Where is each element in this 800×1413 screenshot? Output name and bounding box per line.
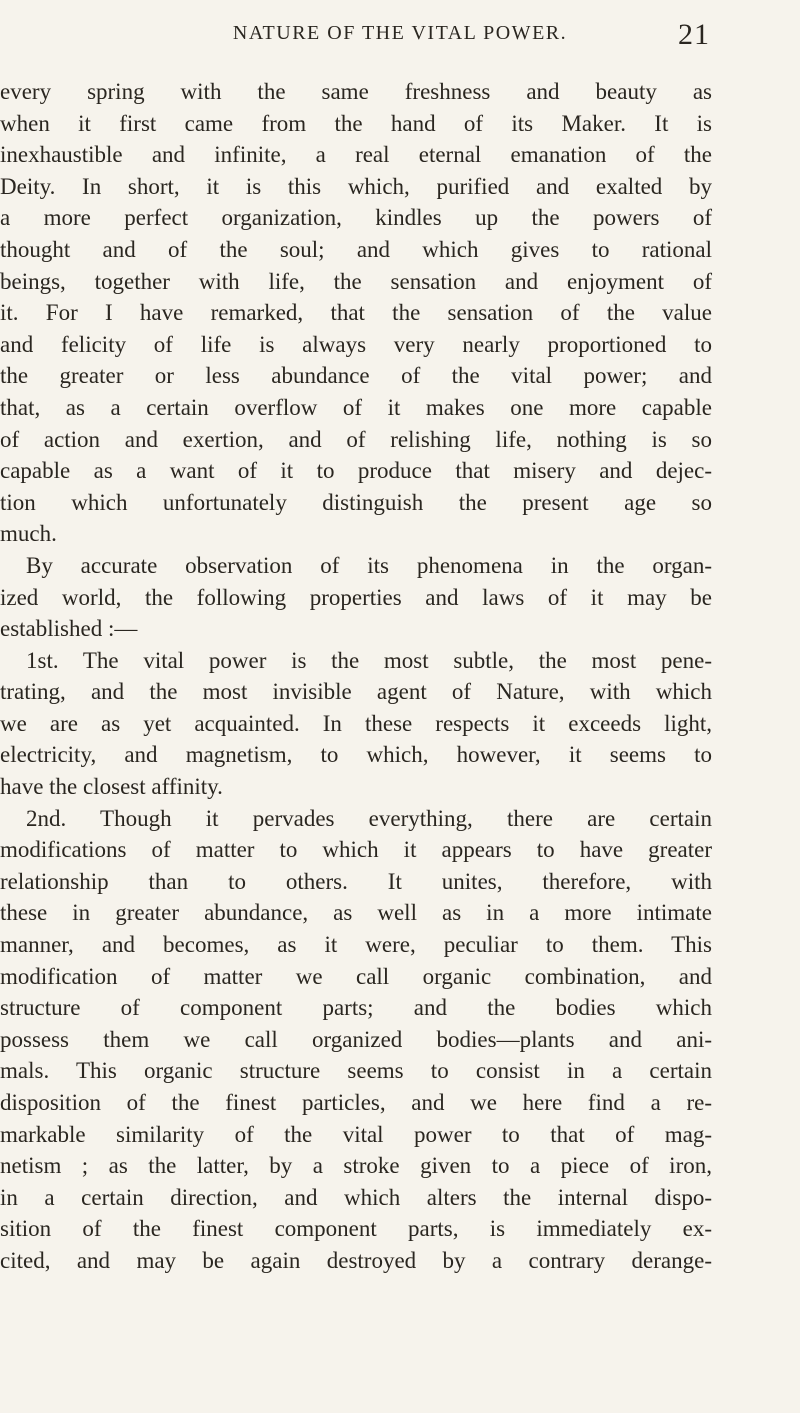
- text-line: we are as yet acquainted. In these respects it exceeds light,: [0, 710, 712, 736]
- text-line: tion which unfortunately distinguish the present age so: [0, 489, 712, 515]
- text-line: modifications of matter to which it appears to have greater: [0, 837, 712, 863]
- paragraph-1: [0, 76, 712, 550]
- text-line: markable similarity of the vital power to that of mag-: [0, 1121, 712, 1147]
- paragraph-3: [0, 645, 712, 803]
- text-line: a more perfect organization, kindles up the powers of: [0, 205, 712, 231]
- running-title: NATURE OF THE VITAL POWER.: [232, 22, 568, 44]
- text-line: Deity. In short, it is this which, purified and exalted by: [0, 173, 712, 199]
- text-line: when it first came from the hand of its Maker. It is: [0, 110, 712, 136]
- text-line: capable as a want of it to produce that misery and dejec-: [0, 458, 712, 484]
- text-line: structure of component parts; and the bodies which: [0, 995, 712, 1021]
- text-line: sition of the finest component parts, is immediately ex-: [0, 1216, 712, 1242]
- page-number: 21: [678, 18, 710, 51]
- body-text: [0, 76, 712, 1277]
- text-line: netism ; as the latter, by a stroke given to a piece of iron,: [0, 1153, 712, 1179]
- text-line: ized world, the following properties and laws of it may be: [0, 584, 712, 610]
- text-line: disposition of the finest particles, and we here find a re-: [0, 1090, 712, 1115]
- text-line: possess them we call organized bodies—plants and ani-: [0, 1026, 712, 1052]
- text-line: in a certain direction, and which alters the internal dispo-: [0, 1184, 712, 1210]
- text-line: the greater or less abundance of the vital power; and: [0, 363, 712, 389]
- text-line: 1st. The vital power is the most subtle, the most pene-: [26, 647, 712, 673]
- text-line: and felicity of life is always very nearly proportioned to: [0, 331, 712, 357]
- text-line: thought and of the soul; and which gives to rational: [0, 236, 712, 262]
- text-line: relationship than to others. It unites, therefore, with: [0, 868, 712, 894]
- text-line: have the closest affinity.: [0, 774, 223, 800]
- text-line: that, as a certain overflow of it makes one more capable: [0, 394, 712, 420]
- text-line: cited, and may be again destroyed by a contrary derange-: [0, 1247, 712, 1273]
- text-line: inexhaustible and infinite, a real eternal emanation of the: [0, 142, 712, 168]
- text-line: 2nd. Though it pervades everything, there are certain: [26, 805, 712, 831]
- paragraph-2: [0, 550, 712, 645]
- text-line: much.: [0, 521, 57, 547]
- text-line: trating, and the most invisible agent of Nature, with which: [0, 679, 712, 705]
- text-line: By accurate observation of its phenomena in the organ-: [26, 552, 712, 578]
- text-line: of action and exertion, and of relishing life, nothing is so: [0, 426, 712, 452]
- text-line: manner, and becomes, as it were, peculiar to them. This: [0, 932, 712, 958]
- text-line: it. For I have remarked, that the sensation of the value: [0, 300, 712, 326]
- text-line: electricity, and magnetism, to which, however, it seems to: [0, 742, 712, 768]
- text-line: beings, together with life, the sensation and enjoyment of: [0, 268, 712, 294]
- text-line: every spring with the same freshness and beauty as: [0, 79, 712, 104]
- text-line: established :—: [0, 616, 138, 642]
- text-line: modification of matter we call organic combination, and: [0, 963, 712, 989]
- running-head: [0, 18, 800, 58]
- text-line: these in greater abundance, as well as in a more intimate: [0, 900, 712, 926]
- paragraph-4: [0, 803, 712, 1277]
- text-line: mals. This organic structure seems to consist in a certain: [0, 1058, 712, 1084]
